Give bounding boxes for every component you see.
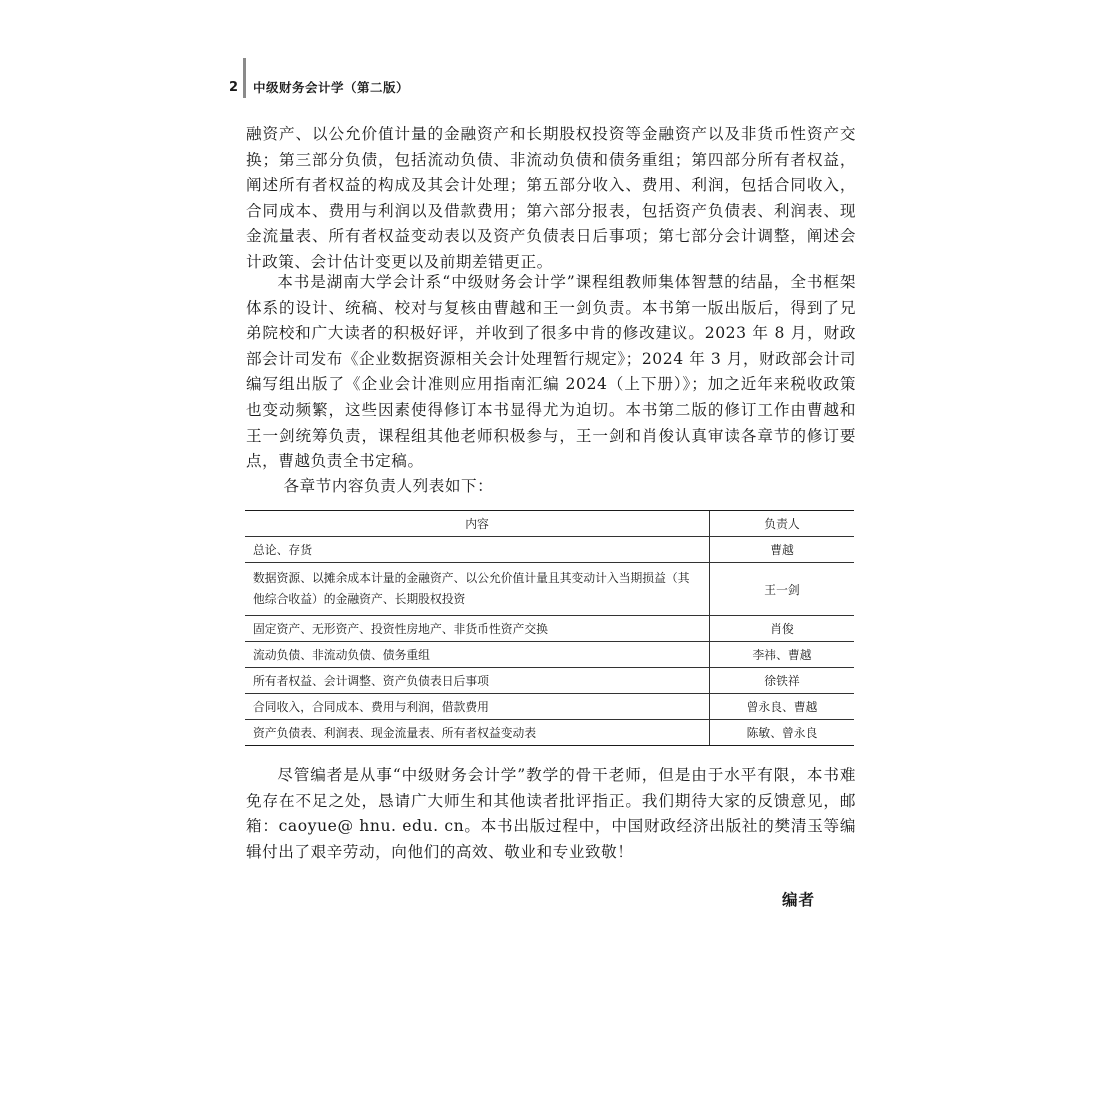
table-header-row — [245, 511, 854, 537]
row-person: 徐铁祥 — [710, 668, 855, 694]
table-row — [245, 642, 854, 668]
row-content: 流动负债、非流动负债、债务重组 — [245, 642, 710, 668]
paragraph-closing: 尽管编者是从事“中级财务会计学”教学的骨干老师，但是由于水平有限，本书难免存在不足之处，恳请广大师生和其他读者批评指正。我们期待大家的反馈意见，邮箱：caoyue@ hnu. edu. cn。本书出版过程中，中国财政经济出版社的樊清玉等编辑付出了艰辛劳动，向他们的高效、敬业和专业致敬！ — [246, 766, 856, 861]
table-row — [245, 668, 854, 694]
chapter-responsibility-table — [245, 510, 854, 746]
row-content: 所有者权益、会计调整、资产负债表日后事项 — [245, 668, 710, 694]
page-number: 2 — [229, 79, 239, 95]
paragraph-table-intro: 各章节内容负责人列表如下： — [283, 477, 494, 495]
column-header-person: 负责人 — [710, 511, 855, 537]
paragraph-intro-continued: 融资产、以公允价值计量的金融资产和长期股权投资等金融资产以及非货币性资产交换；第三部分负债，包括流动负债、非流动负债和债务重组；第四部分所有者权益，阐述所有者权益的构成及其会计处理；第五部分收入、费用、利润，包括合同收入，合同成本、费用与利润以及借款费用；第六部分报表，包括资产负债表、利润表、现金流量表、所有者权益变动表以及资产负债表日后事项；第七部分会计调整，阐述会计政策、会计估计变更以及前期差错更正。 — [246, 125, 856, 271]
row-person: 李祎、曹越 — [710, 642, 855, 668]
table-row — [245, 720, 854, 746]
running-title: 中级财务会计学（第二版） — [253, 80, 410, 95]
row-content: 合同收入，合同成本、费用与利润，借款费用 — [245, 694, 710, 720]
row-person: 肖俊 — [710, 616, 855, 642]
row-person: 王一剑 — [710, 563, 855, 616]
row-content: 资产负债表、利润表、现金流量表、所有者权益变动表 — [245, 720, 710, 746]
column-header-content: 内容 — [245, 511, 710, 537]
table-row — [245, 694, 854, 720]
row-content: 数据资源、以摊余成本计量的金融资产、以公允价值计量且其变动计入当期损益（其他综合收益）的金融资产、长期股权投资 — [245, 563, 710, 616]
paragraph-authors: 本书是湖南大学会计系“中级财务会计学”课程组教师集体智慧的结晶，全书框架体系的设计、统稿、校对与复核由曹越和王一剑负责。本书第一版出版后，得到了兄弟院校和广大读者的积极好评，并收到了很多中肯的修改建议。2023 年 8 月，财政部会计司发布《企业数据资源相关会计处理暂行规定》；2024 年 3 月，财政部会计司编写组出版了《企业会计准则应用指南汇编 2024（上下册）》；加之近年来税收政策也变动频繁，这些因素使得修订本书显得尤为迫切。本书第二版的修订工作由曹越和王一剑统筹负责，课程组其他老师积极参与，王一剑和肖俊认真审读各章节的修订要点，曹越负责全书定稿。 — [246, 273, 856, 471]
page-header — [229, 76, 409, 98]
row-content: 固定资产、无形资产、投资性房地产、非货币性资产交换 — [245, 616, 710, 642]
table-row — [245, 563, 854, 616]
row-person: 曹越 — [710, 537, 855, 563]
row-person: 曾永良、曹越 — [710, 694, 855, 720]
row-person: 陈敏、曾永良 — [710, 720, 855, 746]
table-row — [245, 537, 854, 563]
signature: 编者 — [782, 891, 816, 909]
table-row — [245, 616, 854, 642]
row-content: 总论、存货 — [245, 537, 710, 563]
